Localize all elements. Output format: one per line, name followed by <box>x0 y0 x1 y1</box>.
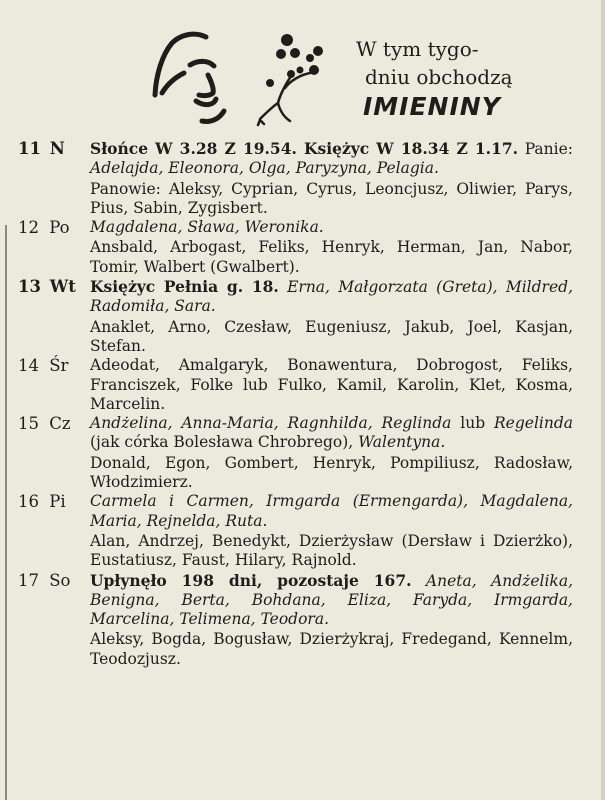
day-label <box>18 356 68 375</box>
entry-12 <box>18 218 573 277</box>
female-names-b: Regelinda <box>494 414 573 433</box>
female-connector: lub <box>460 414 486 433</box>
day-label <box>18 492 66 511</box>
male-names: Aleksy, Cyprian, Cyrus, Leoncjusz, Oliwier, Parys, Pius, Sabin, Zygisbert. <box>90 179 573 217</box>
day-abbrev: So <box>49 570 71 590</box>
day-number: 11 <box>18 139 41 158</box>
day-label <box>18 414 71 433</box>
female-names: Aneta, Andżelika, Benigna, Berta, Bohdana, Eliza, Faryda, Irmgarda, Marcelina, Telimena, Teodora. <box>90 571 573 629</box>
header-line-2: dniu obchodzą <box>365 65 513 89</box>
female-names: Erna, Małgorzata (Greta), Mildred, Radomiła, Sara. <box>90 278 573 316</box>
male-line <box>90 180 573 219</box>
year-progress: Upłynęło 198 dni, pozostaje 167. <box>90 570 412 590</box>
day-number: 15 <box>18 414 39 434</box>
female-names: Carmela i Carmen, Irmgarda (Ermengarda), Magdalena, Maria, Rejnelda, Ruta. <box>90 492 573 530</box>
entry-17 <box>18 571 573 669</box>
male-line <box>90 318 573 357</box>
female-names: Adelajda, Eleonora, Olga, Paryzyna, Pelagia. <box>90 159 439 178</box>
day-abbrev: Cz <box>49 414 71 434</box>
header-line-1: W tym tygo- <box>356 37 479 61</box>
male-line <box>90 238 573 277</box>
male-names: Anaklet, Arno, Czesław, Eugeniusz, Jakub, Joel, Kasjan, Stefan. <box>90 317 573 355</box>
entry-13 <box>18 277 573 356</box>
female-names: Magdalena, Sława, Weronika. <box>90 218 324 237</box>
day-abbrev: Po <box>49 218 70 238</box>
nameday-list <box>18 139 573 669</box>
header <box>150 25 590 140</box>
male-line <box>90 356 573 414</box>
female-names-c: Walentyna. <box>358 433 446 452</box>
day-label <box>18 277 76 296</box>
female-line <box>90 492 573 531</box>
left-rule <box>5 225 7 800</box>
entry-14 <box>18 356 573 414</box>
male-names: Ansbald, Arbogast, Feliks, Henryk, Herman, Jan, Nabor, Tomir, Walbert (Gwalbert). <box>90 238 573 276</box>
day-number: 13 <box>18 277 41 297</box>
day-number: 17 <box>18 570 39 590</box>
astro-info: Księżyc Pełnia g. 18. <box>90 277 279 297</box>
male-names: Adeodat, Amalgaryk, Bonawentura, Dobrogost, Feliks, Franciszek, Folke lub Fulko, Kamil, Karolin, Klet, Kosma, Marcelin. <box>90 356 573 413</box>
female-label: Panie: <box>524 140 573 158</box>
female-line <box>90 218 573 237</box>
day-number: 14 <box>18 356 39 376</box>
day-number: 12 <box>18 218 39 238</box>
entry-11 <box>18 139 573 218</box>
male-line <box>90 532 573 571</box>
entry-text <box>90 139 573 179</box>
entry-text <box>90 571 573 630</box>
male-line <box>90 454 573 493</box>
day-abbrev: Śr <box>49 356 69 376</box>
male-names: Donald, Egon, Gombert, Henryk, Pompiliusz, Radosław, Włodzimierz. <box>90 453 573 492</box>
entry-16 <box>18 492 573 570</box>
entry-text <box>90 277 573 317</box>
day-abbrev: Wt <box>49 277 76 297</box>
female-note: (jak córka Bolesława Chrobrego), <box>90 433 354 452</box>
female-line <box>90 414 573 453</box>
header-title: IMIENINY <box>363 92 501 121</box>
page-edge <box>601 0 605 800</box>
day-label <box>18 218 70 237</box>
male-names: Aleksy, Bogda, Bogusław, Dzierżykraj, Fredegand, Kennelm, Teodozjusz. <box>90 630 573 668</box>
day-label <box>18 571 71 590</box>
male-label: Panowie: <box>90 179 161 198</box>
day-number: 16 <box>18 492 39 512</box>
face-with-flower-illustration <box>150 25 350 140</box>
male-line <box>90 630 573 669</box>
day-abbrev: N <box>49 139 65 158</box>
astro-info: Słońce W 3.28 Z 19.54. Księżyc W 18.34 Z 1.17. <box>90 139 519 158</box>
day-label <box>18 139 65 158</box>
female-names-a: Andżelina, Anna-Maria, Ragnhilda, Reglinda <box>90 414 452 433</box>
entry-15 <box>18 414 573 492</box>
day-abbrev: Pi <box>49 492 66 512</box>
male-names: Alan, Andrzej, Benedykt, Dzierżysław (Dersław i Dzierżko), Eustatiusz, Faust, Hilary, Rajnold. <box>90 531 573 570</box>
